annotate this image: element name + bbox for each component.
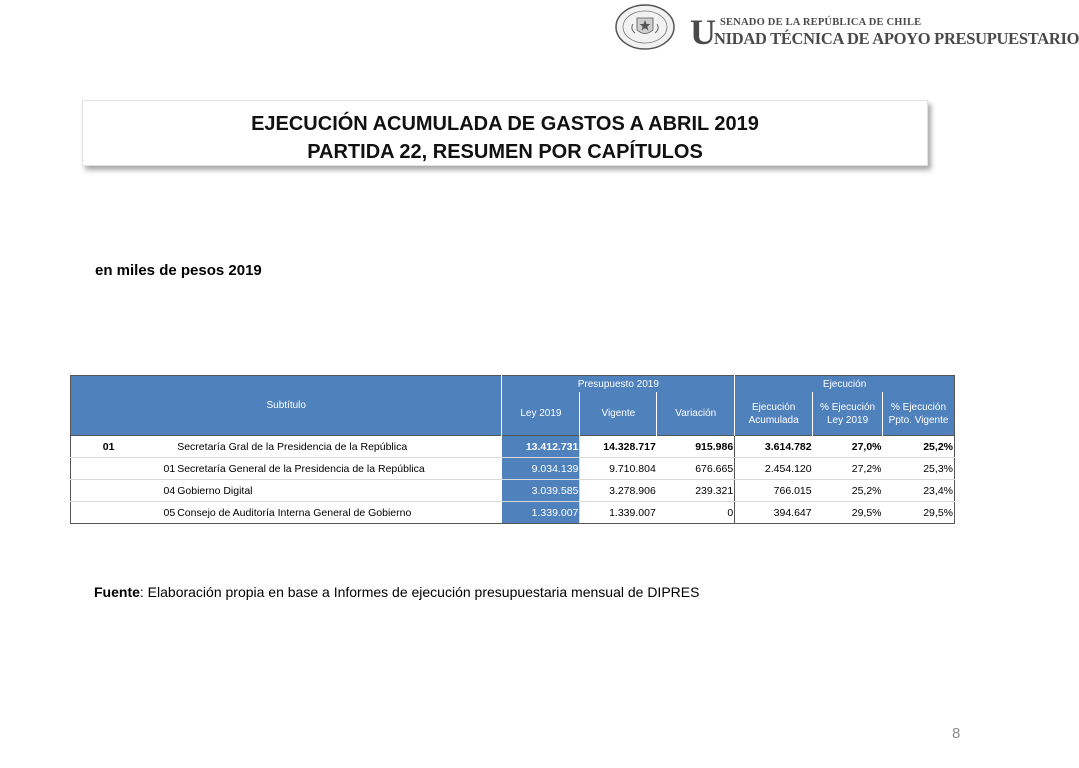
table-row [71, 458, 955, 480]
row-code [71, 502, 147, 524]
row-pct-vigente: 23,4% [883, 480, 955, 502]
row-ejecucion: 766.015 [735, 480, 813, 502]
page-number: 8 [952, 725, 961, 742]
row-code [71, 458, 147, 480]
row-variacion: 0 [657, 502, 735, 524]
row-ley: 1.339.007 [502, 502, 580, 524]
organization-logo-text [690, 12, 1079, 54]
org-name-line1: SENADO DE LA REPÚBLICA DE CHILE [720, 17, 922, 28]
row-pct-ley: 27,2% [813, 458, 883, 480]
source-note [94, 584, 699, 600]
header-ley: Ley 2019 [502, 392, 580, 436]
row-ejecucion: 394.647 [735, 502, 813, 524]
row-ley: 3.039.585 [502, 480, 580, 502]
row-pct-ley: 29,5% [813, 502, 883, 524]
row-variacion: 915.986 [657, 436, 735, 458]
header-pct-vigente: % Ejecución Ppto. Vigente [883, 392, 955, 436]
title-line2: PARTIDA 22, RESUMEN POR CAPÍTULOS [307, 141, 703, 163]
row-variacion: 239.321 [657, 480, 735, 502]
title-line1: EJECUCIÓN ACUMULADA DE GASTOS A ABRIL 2019 [251, 113, 759, 135]
header-vigente: Vigente [580, 392, 657, 436]
header-variacion: Variación [657, 392, 735, 436]
header-ejecucion-acumulada: Ejecución Acumulada [735, 392, 813, 436]
table-row [71, 436, 955, 458]
units-note: en miles de pesos 2019 [95, 262, 262, 279]
header-presupuesto: Presupuesto 2019 [502, 376, 735, 393]
row-name: Secretaría General de la Presidencia de la República [176, 458, 502, 480]
row-ley: 13.412.731 [502, 436, 580, 458]
row-vigente: 3.278.906 [580, 480, 657, 502]
row-variacion: 676.665 [657, 458, 735, 480]
title-box [82, 100, 928, 166]
senate-seal-logo [615, 4, 675, 50]
org-initial: U [690, 12, 716, 52]
row-ejecucion: 2.454.120 [735, 458, 813, 480]
header-subtitulo: Subtítulo [71, 376, 502, 436]
execution-table [70, 375, 955, 524]
row-sub-code: 01 [146, 458, 176, 480]
row-name: Consejo de Auditoría Interna General de Gobierno [176, 502, 502, 524]
row-pct-ley: 25,2% [813, 480, 883, 502]
row-name: Gobierno Digital [176, 480, 502, 502]
row-vigente: 9.710.804 [580, 458, 657, 480]
header-pct-ley: % Ejecución Ley 2019 [813, 392, 883, 436]
row-pct-vigente: 25,2% [883, 436, 955, 458]
row-ley: 9.034.139 [502, 458, 580, 480]
row-pct-vigente: 25,3% [883, 458, 955, 480]
row-pct-ley: 27,0% [813, 436, 883, 458]
row-name: Secretaría Gral de la Presidencia de la República [176, 436, 502, 458]
row-pct-vigente: 29,5% [883, 502, 955, 524]
row-vigente: 14.328.717 [580, 436, 657, 458]
row-sub-code: 05 [146, 502, 176, 524]
header-ejecucion: Ejecución [735, 376, 955, 393]
table-row [71, 480, 955, 502]
row-code: 01 [71, 436, 147, 458]
source-text: : Elaboración propia en base a Informes de ejecución presupuestaria mensual de DIPRES [139, 584, 700, 600]
row-ejecucion: 3.614.782 [735, 436, 813, 458]
source-label: Fuente [94, 584, 140, 600]
row-vigente: 1.339.007 [580, 502, 657, 524]
table-row [71, 502, 955, 524]
row-code [71, 480, 147, 502]
row-sub-code: 04 [146, 480, 176, 502]
row-sub-code [146, 436, 176, 458]
org-name-line2: NIDAD TÉCNICA DE APOYO PRESUPUESTARIO [714, 29, 1079, 48]
